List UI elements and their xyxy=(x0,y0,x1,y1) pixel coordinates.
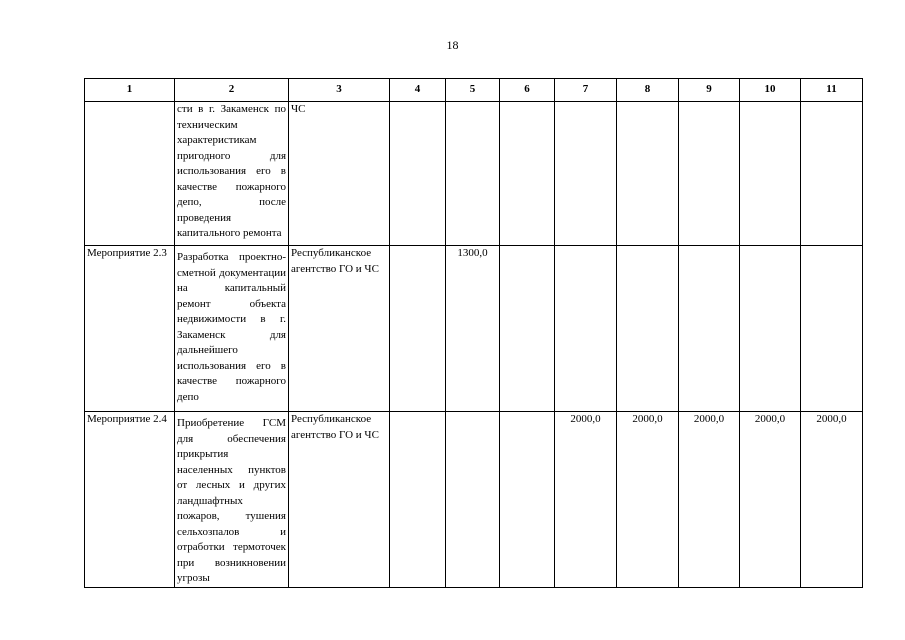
value-cell xyxy=(500,412,555,588)
column-header: 4 xyxy=(390,79,446,102)
value-cell xyxy=(617,102,679,246)
value-cell xyxy=(617,246,679,412)
value-cell: 1300,0 xyxy=(446,246,500,412)
value-cell xyxy=(740,246,801,412)
value-cell xyxy=(390,246,446,412)
value-cell xyxy=(500,246,555,412)
column-header: 8 xyxy=(617,79,679,102)
column-header: 3 xyxy=(289,79,390,102)
column-header: 2 xyxy=(175,79,289,102)
value-cell xyxy=(679,246,740,412)
program-measures-table xyxy=(84,78,863,588)
value-cell xyxy=(390,412,446,588)
responsible-agency-cell: Республиканское агентство ГО и ЧС xyxy=(289,246,390,412)
measure-label-cell: Мероприятие 2.3 xyxy=(85,246,175,412)
value-cell: 2000,0 xyxy=(555,412,617,588)
value-cell xyxy=(555,102,617,246)
measure-label-cell xyxy=(85,102,175,246)
value-cell xyxy=(500,102,555,246)
column-header: 7 xyxy=(555,79,617,102)
responsible-agency-cell: ЧС xyxy=(289,102,390,246)
measure-description-cell: Приобретение ГСМ для обеспечения прикрытия населенных пунктов от лесных и других ландшафтных пожаров, тушения сельхозпалов и отработки термоточек при возникновении угрозы xyxy=(175,412,289,588)
table-row xyxy=(85,412,863,588)
value-cell xyxy=(679,102,740,246)
value-cell: 2000,0 xyxy=(617,412,679,588)
value-cell: 2000,0 xyxy=(801,412,863,588)
value-cell: 2000,0 xyxy=(679,412,740,588)
column-header: 6 xyxy=(500,79,555,102)
page-number: 18 xyxy=(446,38,459,52)
column-number-header-row xyxy=(85,79,863,102)
value-cell xyxy=(801,102,863,246)
column-header: 11 xyxy=(801,79,863,102)
value-cell xyxy=(801,246,863,412)
table-row xyxy=(85,246,863,412)
table-row xyxy=(85,102,863,246)
measure-description-cell: сти в г. Закаменск по техническим характеристикам пригодного для использования его в качестве пожарного депо, после проведения капитального ремонта xyxy=(175,102,289,246)
measure-description-cell: Разработка проектно-сметной документации на капитальный ремонт объекта недвижимости в г. Закаменск для дальнейшего использования его в качестве пожарного депо xyxy=(175,246,289,412)
column-header: 1 xyxy=(85,79,175,102)
value-cell xyxy=(446,102,500,246)
column-header: 5 xyxy=(446,79,500,102)
value-cell: 2000,0 xyxy=(740,412,801,588)
value-cell xyxy=(446,412,500,588)
value-cell xyxy=(555,246,617,412)
column-header: 10 xyxy=(740,79,801,102)
value-cell xyxy=(740,102,801,246)
responsible-agency-cell: Республиканское агентство ГО и ЧС xyxy=(289,412,390,588)
column-header: 9 xyxy=(679,79,740,102)
value-cell xyxy=(390,102,446,246)
measure-label-cell: Мероприятие 2.4 xyxy=(85,412,175,588)
